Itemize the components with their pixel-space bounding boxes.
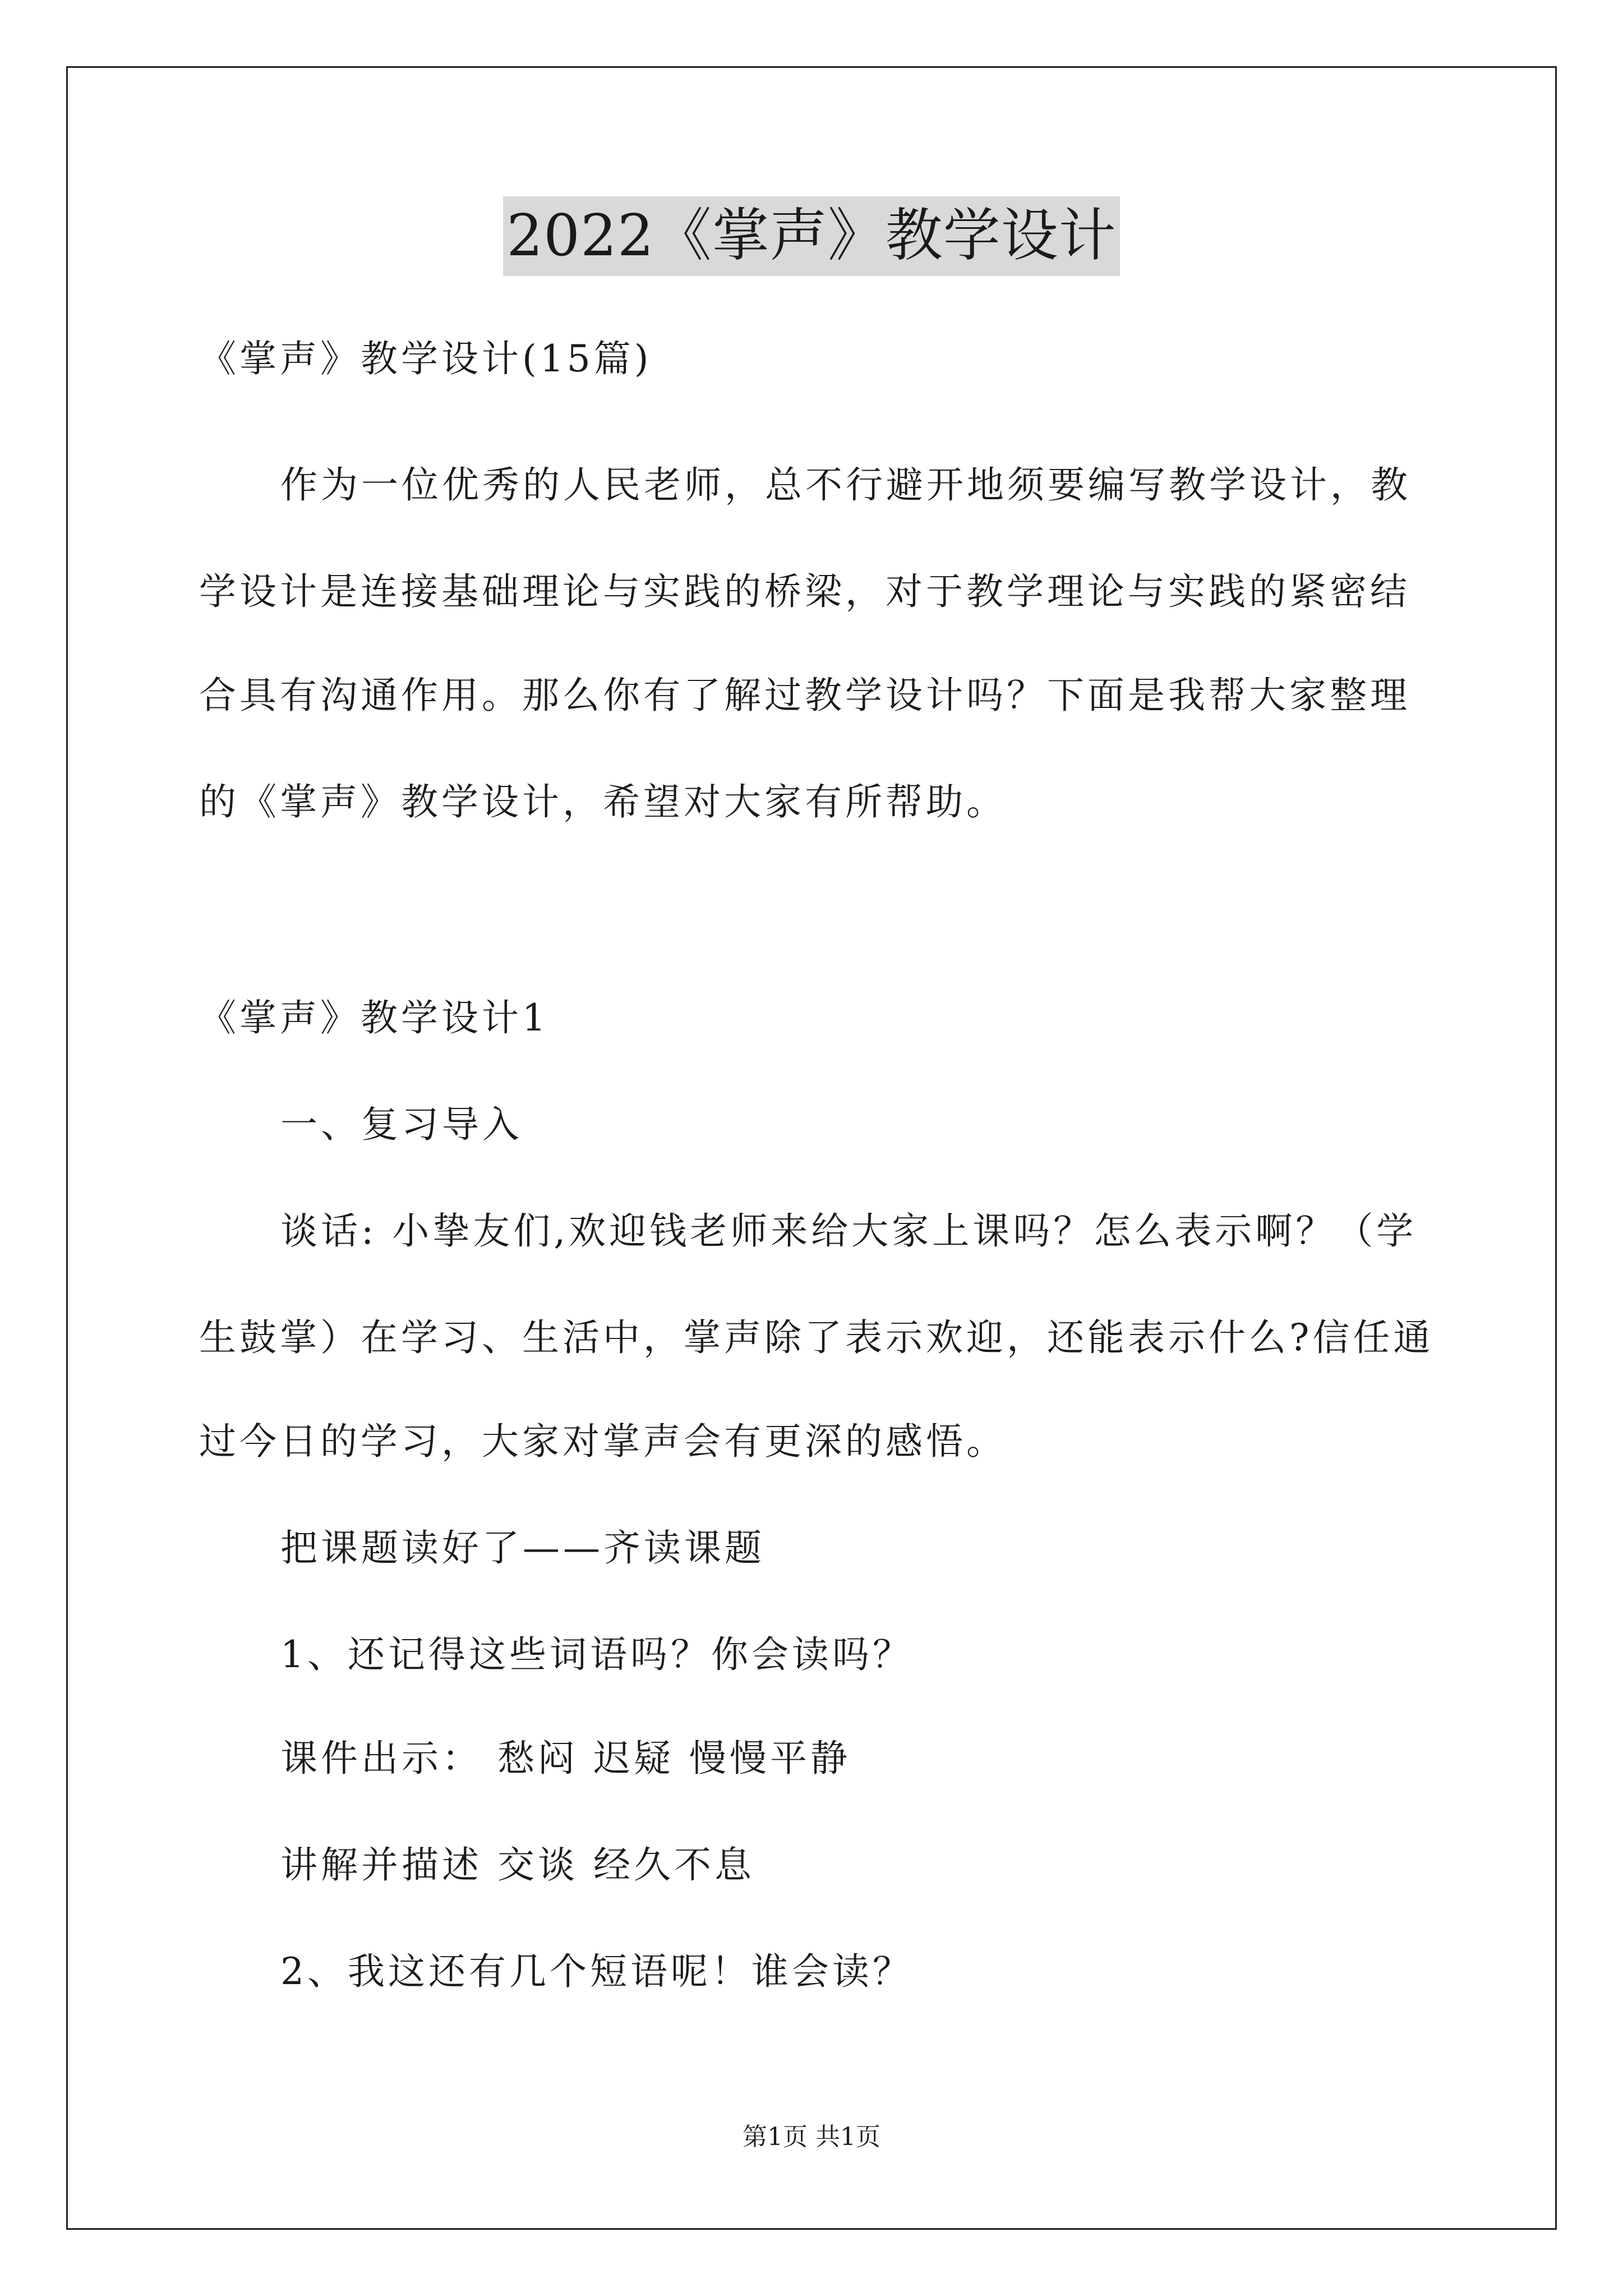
intro-line-3: 合具有沟通作用。那么你有了解过教学设计吗？下面是我帮大家整理 — [199, 674, 1410, 717]
title-container — [0, 196, 1623, 276]
question-two: 2、我这还有几个短语呢！谁会读？ — [280, 1950, 913, 1993]
talk-line-2: 生鼓掌）在学习、生活中，掌声除了表示欢迎，还能表示什么?信任通 — [199, 1316, 1434, 1359]
read-title-line: 把课题读好了——齐读课题 — [280, 1526, 765, 1570]
intro-line-1: 作为一位优秀的人民老师，总不行避开地须要编写教学设计，教 — [280, 463, 1411, 507]
question-one: 1、还记得这些词语吗？你会读吗？ — [280, 1633, 913, 1676]
words-line-2: 讲解并描述 交谈 经久不息 — [280, 1843, 755, 1887]
document-title: 2022《掌声》教学设计 — [503, 196, 1120, 276]
intro-line-2: 学设计是连接基础理论与实践的桥梁，对于教学理论与实践的紧密结 — [199, 570, 1410, 613]
page-footer: 第1页 共1页 — [743, 2123, 880, 2151]
section-heading: 《掌声》教学设计1 — [199, 996, 549, 1039]
step-one-heading: 一、复习导入 — [280, 1103, 523, 1146]
talk-line-1: 谈话: 小挚友们,欢迎钱老师来给大家上课吗？怎么表示啊？（学 — [280, 1209, 1417, 1253]
talk-line-3: 过今日的学习，大家对掌声会有更深的感悟。 — [199, 1420, 1007, 1463]
words-line-1: 课件出示： 愁闷 迟疑 慢慢平静 — [280, 1737, 851, 1780]
document-subtitle: 《掌声》教学设计(15篇) — [199, 337, 652, 380]
intro-line-4: 的《掌声》教学设计，希望对大家有所帮助。 — [199, 780, 1007, 823]
